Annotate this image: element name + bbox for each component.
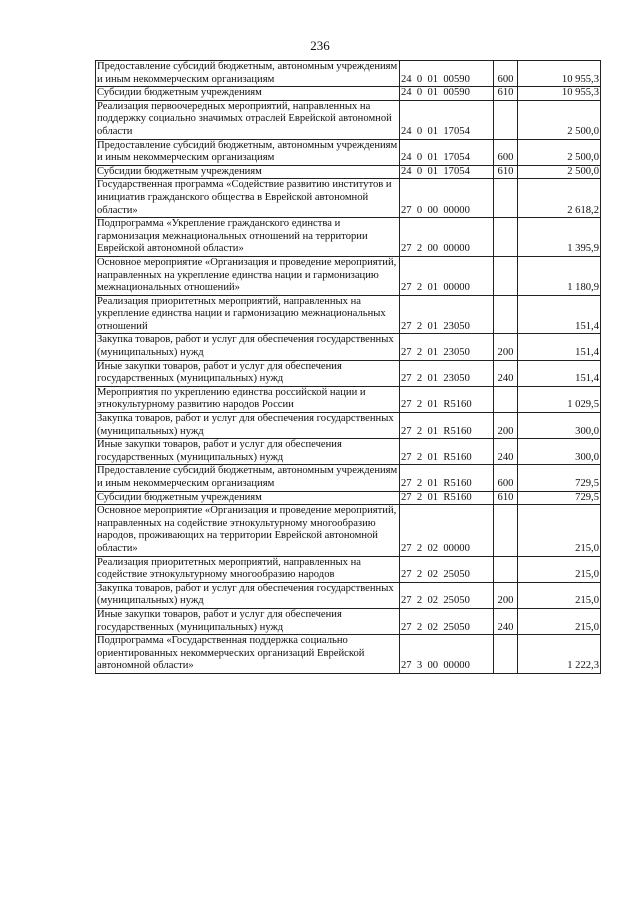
row-code-cell: 27 2 01 R5160: [400, 491, 494, 505]
row-code-cell: 27 2 00 00000: [400, 218, 494, 257]
table-row: [96, 295, 601, 334]
row-name-cell: Закупка товаров, работ и услуг для обеспечения государственных (муниципальных) нужд: [96, 334, 400, 360]
row-name-cell: Закупка товаров, работ и услуг для обеспечения государственных (муниципальных) нужд: [96, 413, 400, 439]
row-code-cell: 24 0 01 17054: [400, 165, 494, 179]
row-sum-cell: 2 500,0: [518, 139, 601, 165]
row-expense-type-cell: [494, 556, 518, 582]
table-row: [96, 439, 601, 465]
row-name-cell: Подпрограмма «Государственная поддержка социально ориентированных некоммерческих организаций Еврейской автономной области»: [96, 635, 400, 674]
row-expense-type-cell: 200: [494, 582, 518, 608]
row-name-cell: Государственная программа «Содействие развитию институтов и инициатив гражданского общества в Еврейской автономной области»: [96, 179, 400, 218]
row-sum-cell: 10 955,3: [518, 87, 601, 101]
row-sum-cell: 729,5: [518, 491, 601, 505]
row-code-cell: 27 2 01 23050: [400, 334, 494, 360]
row-name-cell: Реализация приоритетных мероприятий, направленных на содействие этнокультурному многообразию народов: [96, 556, 400, 582]
table-row: [96, 179, 601, 218]
table-row: [96, 87, 601, 101]
row-sum-cell: 151,4: [518, 295, 601, 334]
row-sum-cell: 1 029,5: [518, 386, 601, 412]
row-expense-type-cell: 240: [494, 360, 518, 386]
row-expense-type-cell: [494, 635, 518, 674]
table-row: [96, 505, 601, 556]
row-code-cell: 27 2 01 R5160: [400, 439, 494, 465]
row-name-cell: Субсидии бюджетным учреждениям: [96, 491, 400, 505]
budget-table-body: [96, 61, 601, 674]
row-name-cell: Предоставление субсидий бюджетным, автономным учреждениям и иным некоммерческим организациям: [96, 465, 400, 491]
row-sum-cell: 2 618,2: [518, 179, 601, 218]
row-expense-type-cell: [494, 100, 518, 139]
row-expense-type-cell: 610: [494, 87, 518, 101]
row-code-cell: 27 2 01 00000: [400, 256, 494, 295]
row-expense-type-cell: [494, 179, 518, 218]
row-expense-type-cell: [494, 295, 518, 334]
row-code-cell: 27 2 01 R5160: [400, 386, 494, 412]
table-row: [96, 465, 601, 491]
row-code-cell: 27 2 02 25050: [400, 608, 494, 634]
table-row: [96, 360, 601, 386]
row-name-cell: Основное мероприятие «Организация и проведение мероприятий, направленных на укрепление единства нации и гармонизацию межнациональных отношений»: [96, 256, 400, 295]
table-row: [96, 165, 601, 179]
row-name-cell: Предоставление субсидий бюджетным, автономным учреждениям и иным некоммерческим организациям: [96, 139, 400, 165]
row-code-cell: 24 0 01 17054: [400, 139, 494, 165]
row-sum-cell: 300,0: [518, 439, 601, 465]
table-row: [96, 218, 601, 257]
table-row: [96, 491, 601, 505]
row-code-cell: 27 2 01 23050: [400, 360, 494, 386]
table-row: [96, 608, 601, 634]
row-name-cell: Субсидии бюджетным учреждениям: [96, 165, 400, 179]
row-sum-cell: 10 955,3: [518, 61, 601, 87]
row-expense-type-cell: 600: [494, 61, 518, 87]
row-expense-type-cell: 600: [494, 139, 518, 165]
row-code-cell: 27 2 02 25050: [400, 556, 494, 582]
row-expense-type-cell: [494, 218, 518, 257]
row-name-cell: Субсидии бюджетным учреждениям: [96, 87, 400, 101]
row-sum-cell: 1 180,9: [518, 256, 601, 295]
page-number: 236: [310, 38, 330, 53]
table-row: [96, 139, 601, 165]
row-code-cell: 27 2 01 R5160: [400, 465, 494, 491]
row-sum-cell: 2 500,0: [518, 165, 601, 179]
row-name-cell: Мероприятия по укреплению единства российской нации и этнокультурному развитию народов России: [96, 386, 400, 412]
row-code-cell: 24 0 01 00590: [400, 87, 494, 101]
row-expense-type-cell: [494, 256, 518, 295]
row-expense-type-cell: 200: [494, 413, 518, 439]
row-name-cell: Реализация приоритетных мероприятий, направленных на укрепление единства нации и гармонизацию межнациональных отношений: [96, 295, 400, 334]
table-row: [96, 635, 601, 674]
row-code-cell: 27 0 00 00000: [400, 179, 494, 218]
row-name-cell: Реализация первоочередных мероприятий, направленных на поддержку социально значимых отраслей Еврейской автономной области: [96, 100, 400, 139]
row-sum-cell: 215,0: [518, 556, 601, 582]
table-row: [96, 100, 601, 139]
row-sum-cell: 300,0: [518, 413, 601, 439]
row-name-cell: Иные закупки товаров, работ и услуг для обеспечения государственных (муниципальных) нужд: [96, 439, 400, 465]
row-expense-type-cell: [494, 386, 518, 412]
row-code-cell: 27 3 00 00000: [400, 635, 494, 674]
row-expense-type-cell: 240: [494, 608, 518, 634]
row-sum-cell: 215,0: [518, 505, 601, 556]
row-name-cell: Предоставление субсидий бюджетным, автономным учреждениям и иным некоммерческим организациям: [96, 61, 400, 87]
row-code-cell: 24 0 01 00590: [400, 61, 494, 87]
table-row: [96, 61, 601, 87]
table-row: [96, 256, 601, 295]
row-sum-cell: 215,0: [518, 582, 601, 608]
row-sum-cell: 2 500,0: [518, 100, 601, 139]
row-name-cell: Основное мероприятие «Организация и проведение мероприятий, направленных на содействие этнокультурному многообразию народов, проживающих на территории Еврейской автономной области»: [96, 505, 400, 556]
table-row: [96, 413, 601, 439]
table-row: [96, 386, 601, 412]
row-code-cell: 27 2 01 R5160: [400, 413, 494, 439]
row-sum-cell: 729,5: [518, 465, 601, 491]
row-expense-type-cell: 610: [494, 491, 518, 505]
row-sum-cell: 1 222,3: [518, 635, 601, 674]
row-expense-type-cell: 600: [494, 465, 518, 491]
row-sum-cell: 215,0: [518, 608, 601, 634]
row-sum-cell: 151,4: [518, 334, 601, 360]
table-row: [96, 582, 601, 608]
row-sum-cell: 151,4: [518, 360, 601, 386]
row-expense-type-cell: [494, 505, 518, 556]
table-row: [96, 334, 601, 360]
budget-table: [95, 60, 601, 674]
row-code-cell: 27 2 01 23050: [400, 295, 494, 334]
row-expense-type-cell: 200: [494, 334, 518, 360]
table-row: [96, 556, 601, 582]
row-code-cell: 27 2 02 25050: [400, 582, 494, 608]
row-expense-type-cell: 240: [494, 439, 518, 465]
row-name-cell: Закупка товаров, работ и услуг для обеспечения государственных (муниципальных) нужд: [96, 582, 400, 608]
row-expense-type-cell: 610: [494, 165, 518, 179]
row-code-cell: 24 0 01 17054: [400, 100, 494, 139]
row-name-cell: Иные закупки товаров, работ и услуг для обеспечения государственных (муниципальных) нужд: [96, 608, 400, 634]
row-name-cell: Иные закупки товаров, работ и услуг для обеспечения государственных (муниципальных) нужд: [96, 360, 400, 386]
row-code-cell: 27 2 02 00000: [400, 505, 494, 556]
row-sum-cell: 1 395,9: [518, 218, 601, 257]
row-name-cell: Подпрограмма «Укрепление гражданского единства и гармонизация межнациональных отношений на территории Еврейской автономной области»: [96, 218, 400, 257]
